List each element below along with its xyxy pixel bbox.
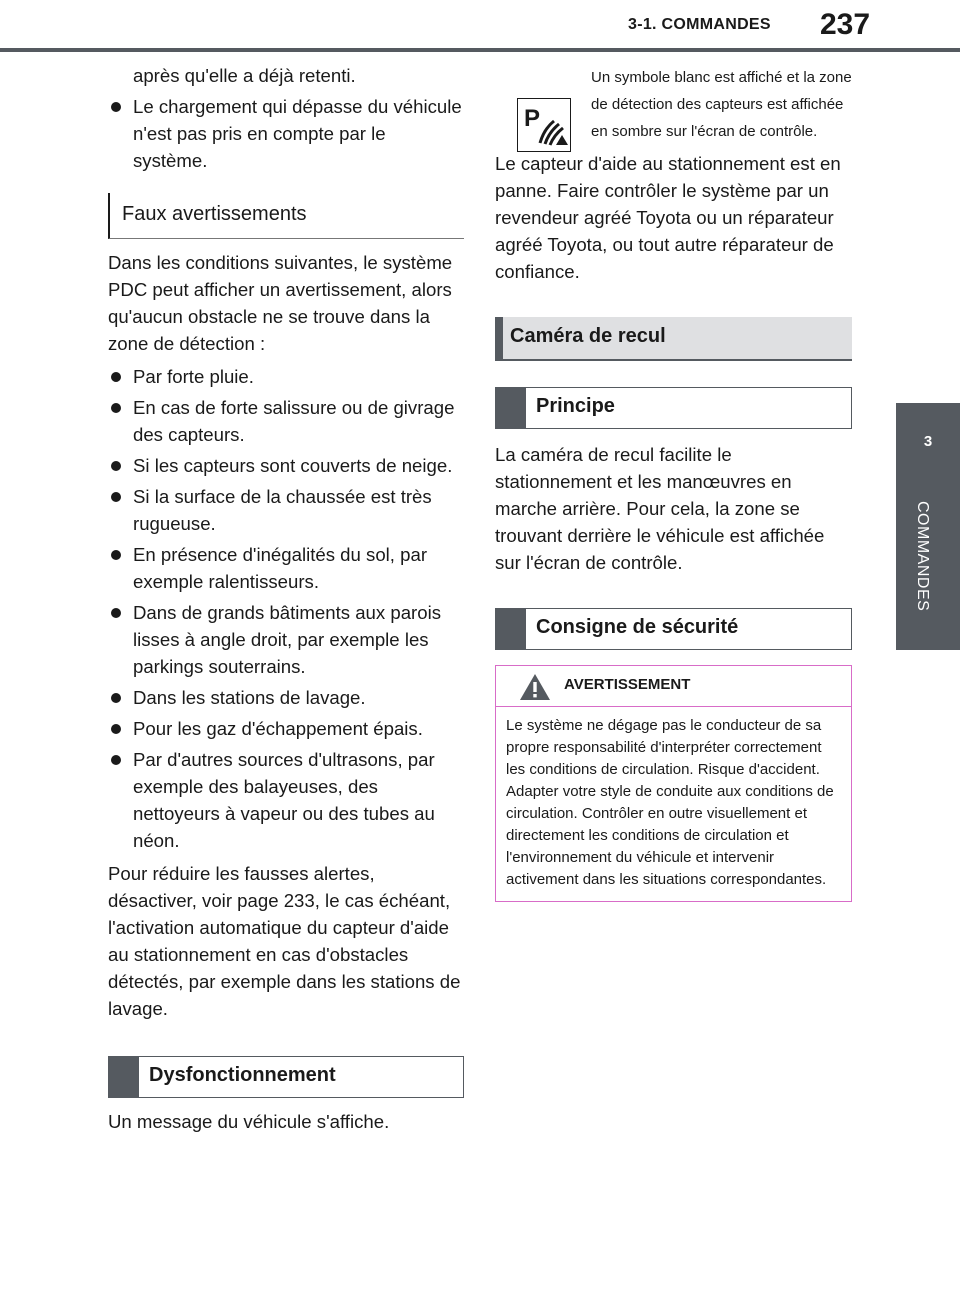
false-warnings-list	[108, 363, 464, 854]
camera-section-heading: Caméra de recul	[495, 317, 852, 361]
icon-caption: Un symbole blanc est affiché et la zone de détection des capteurs est affichée en sombre sur l'écran de contrôle.	[591, 69, 852, 140]
list-item: Par d'autres sources d'ultrasons, par exemple des balayeuses, des nettoyeurs à vapeur ou des tubes au néon.	[108, 746, 464, 854]
header-section-title: 3-1. COMMANDES	[628, 16, 771, 33]
malfunction-heading: Dysfonctionnement	[108, 1056, 464, 1098]
warning-text: Le système ne dégage pas le conducteur de sa propre responsabilité d'interpréter correctement les conditions de circulation. Risque d'accident. Adapter votre style de conduite aux conditions de circulation. Contrôler en outre visuellement et directement les conditions de circulation et l'environnement du véhicule et intervenir activement dans les situations correspondantes.	[506, 717, 834, 888]
list-item: Par forte pluie.	[108, 363, 464, 390]
list-item: En présence d'inégalités du sol, par exemple ralentisseurs.	[108, 541, 464, 595]
warning-title: AVERTISSEMENT	[564, 676, 691, 693]
svg-text:P: P	[524, 105, 541, 132]
right-column	[495, 62, 852, 902]
list-item: Si la surface de la chaussée est très rugueuse.	[108, 483, 464, 537]
intro-bullet: Le chargement qui dépasse du véhicule n'est pas pris en compte par le système.	[108, 93, 464, 174]
false-warnings-intro: Dans les conditions suivantes, le système PDC peut afficher un avertissement, alors qu'aucun obstacle ne se trouve dans la zone de détection :	[108, 252, 453, 354]
warning-triangle-icon	[518, 672, 552, 702]
warning-box	[495, 665, 852, 902]
left-column	[108, 62, 464, 1135]
page-number: 237	[820, 8, 871, 41]
list-item: Pour les gaz d'échappement épais.	[108, 715, 464, 742]
reduce-false-alerts-text: Pour réduire les fausses alertes, désactiver, voir page 233, le cas échéant, l'activation automatique du capteur d'aide au stationnement en cas d'obstacles détectés, par exemple dans les stations de lavage.	[108, 863, 461, 1019]
chapter-label: COMMANDES	[914, 501, 931, 612]
chapter-side-tab	[896, 403, 960, 650]
malfunction-text: Un message du véhicule s'affiche.	[108, 1111, 390, 1132]
fault-text: Le capteur d'aide au stationnement est en panne. Faire contrôler le système par un revendeur agréé Toyota ou un réparateur agréé Toyota, ou tout autre réparateur de confiance.	[495, 153, 841, 282]
chapter-number: 3	[923, 433, 933, 450]
warning-header	[496, 666, 851, 707]
list-item: Dans de grands bâtiments aux parois lisses à angle droit, par exemple les parkings souterrains.	[108, 599, 464, 680]
list-item: Dans les stations de lavage.	[108, 684, 464, 711]
header-rule	[0, 48, 960, 52]
principle-text: La caméra de recul facilite le stationnement et les manœuvres en marche arrière. Pour cela, la zone se trouvant derrière le véhicule est affichée sur l'écran de contrôle.	[495, 444, 825, 573]
false-warnings-heading: Faux avertissements	[108, 193, 464, 239]
principle-heading: Principe	[495, 387, 852, 429]
list-item: Si les capteurs sont couverts de neige.	[108, 452, 464, 479]
safety-heading: Consigne de sécurité	[495, 608, 852, 650]
intro-continued: après qu'elle a déjà retenti.	[133, 65, 356, 86]
list-item: En cas de forte salissure ou de givrage des capteurs.	[108, 394, 464, 448]
